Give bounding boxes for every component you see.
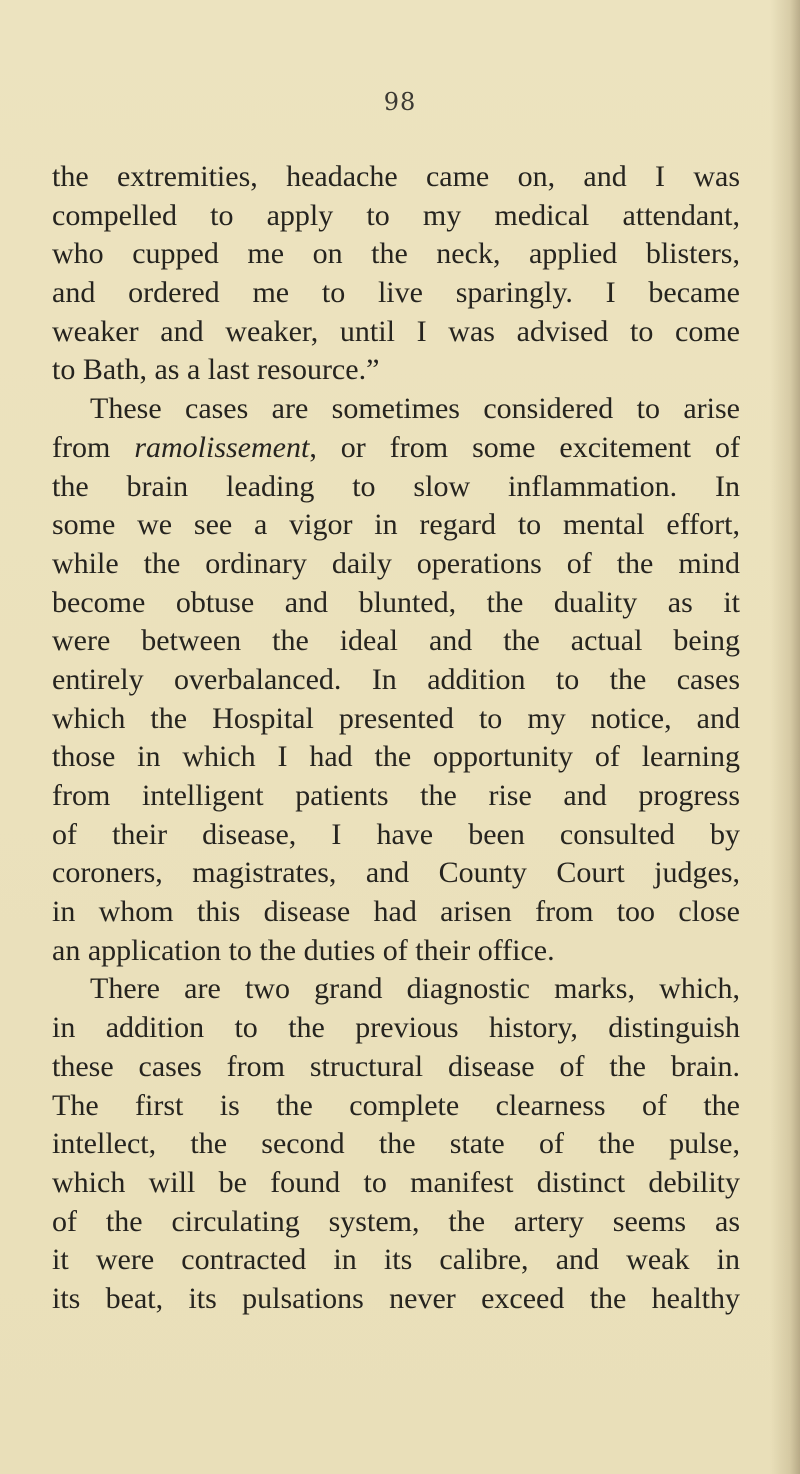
text-segment: , or from some excitement of: [309, 430, 740, 464]
text-line: these cases from structural disease of the brain.: [52, 1049, 740, 1083]
text-line: The first is the complete clearness of the: [52, 1088, 740, 1122]
text-segment: from: [52, 430, 135, 464]
text-line: those in which I had the opportunity of learning: [52, 740, 740, 774]
text-line: become obtuse and blunted, the duality as it: [52, 585, 740, 619]
text-line: the extremities, headache came on, and I was: [52, 160, 740, 193]
text-line: who cupped me on the neck, applied blisters,: [52, 237, 740, 271]
text-line: which the Hospital presented to my notice, and: [52, 701, 740, 735]
paragraph-end-line: to Bath, as a last resource.”: [52, 353, 380, 387]
paragraph-start-line: There are two grand diagnostic marks, which,: [90, 972, 740, 1006]
text-line: it were contracted in its calibre, and weak in: [52, 1243, 740, 1277]
text-line: its beat, its pulsations never exceed the healthy: [52, 1281, 740, 1315]
text-line: compelled to apply to my medical attendant,: [52, 198, 740, 232]
text-line: were between the ideal and the actual being: [52, 624, 740, 658]
italic-term: ramolissement: [134, 430, 310, 464]
text-line: while the ordinary daily operations of the mind: [52, 546, 740, 580]
paragraph-start-line: These cases are sometimes considered to arise: [90, 392, 740, 426]
text-line: entirely overbalanced. In addition to the cases: [52, 662, 740, 696]
text-line: and ordered me to live sparingly. I became: [52, 276, 740, 310]
text-line: in whom this disease had arisen from too close: [52, 895, 740, 929]
text-line: of their disease, I have been consulted by: [52, 817, 740, 851]
body-text: [52, 158, 740, 1319]
text-line: some we see a vigor in regard to mental effort,: [52, 508, 740, 542]
paragraph-end-line: an application to the duties of their office.: [52, 933, 555, 967]
text-line-with-italic: [52, 429, 740, 468]
text-line: from intelligent patients the rise and progress: [52, 779, 740, 812]
text-line: intellect, the second the state of the pulse,: [52, 1127, 740, 1161]
text-line: the brain leading to slow inflammation. In: [52, 469, 740, 503]
text-line: coroners, magistrates, and County Court judges,: [52, 856, 740, 890]
text-line: which will be found to manifest distinct debility: [52, 1165, 740, 1199]
page-number: 98: [383, 88, 417, 116]
text-line: of the circulating system, the artery seems as: [52, 1204, 740, 1238]
text-line: weaker and weaker, until I was advised to come: [52, 314, 740, 348]
text-line: in addition to the previous history, distinguish: [52, 1011, 740, 1045]
